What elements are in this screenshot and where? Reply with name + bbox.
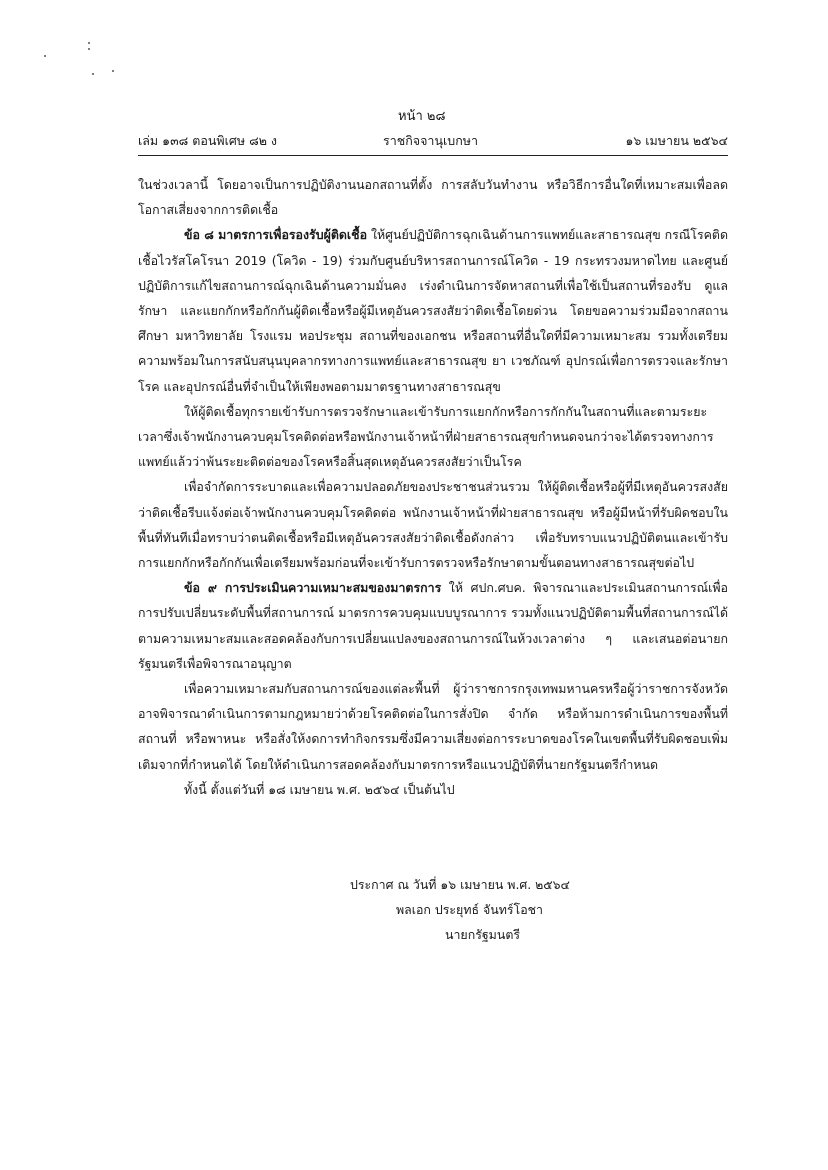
clause-8-text: ให้ศูนย์ปฏิบัติการฉุกเฉินด้านการแพทย์และสาธารณสุข กรณีโรคติดเชื้อไวรัสโคโรนา 2019 (โควิด - 19) ร่วมกับศูนย์บริหารสถานการณ์โควิด - 19 กระทรวงมหาดไทย และศูนย์ปฏิบัติการแก้ไขสถานการณ์ฉุกเฉินด้านความมั่นคง เร่งดำเนินการจัดหาสถานที่เพื่อใช้เป็นสถานที่รองรับ ดูแลรักษา และแยกกักหรือกักกันผู้ติดเชื้อหรือผู้มีเหตุอันควรสงสัยว่าติดเชื้อโดยด่วน โดยขอความร่วมมือจากสถานศึกษา มหาวิทยาลัย โรงแรม หอประชุม สถานที่ของเอกชน หรือสถานที่อื่นใดที่มีความเหมาะสม รวมทั้งเตรียมความพร้อมในการสนับสนุนบุคลากรทางการแพทย์และสาธารณสุข ยา เวชภัณฑ์ อุปกรณ์เพื่อการตรวจและรักษาโรค และอุปกรณ์อื่นที่จำเป็นให้เพียงพอตามมาตรฐานทางสาธารณสุข	[138, 227, 728, 394]
clause-9-text: ให้ ศปก.ศบค. พิจารณาและประเมินสถานการณ์เพื่อการปรับเปลี่ยนระดับพื้นที่สถานการณ์ มาตรการควบคุมแบบบูรณาการ รวมทั้งแนวปฏิบัติตามพื้นที่สถานการณ์ได้ตามความเหมาะสมและสอดคล้องกับการเปลี่ยนแปลงของสถานการณ์ในห้วงเวลาต่าง ๆ และเสนอต่อนายกรัฐมนตรีเพื่อพิจารณาอนุญาต	[138, 580, 729, 671]
scan-speck	[112, 70, 114, 72]
scan-speck	[92, 73, 94, 75]
paragraph-governors: เพื่อความเหมาะสมกับสถานการณ์ของแต่ละพื้นที่ ผู้ว่าราชการกรุงเทพมหานครหรือผู้ว่าราชการจังหวัดอาจพิจารณาดำเนินการตามกฎหมายว่าด้วยโรคติดต่อในการสั่งปิด จำกัด หรือห้ามการดำเนินการของพื้นที่ สถานที่ หรือพาหนะ หรือสั่งให้งดการทำกิจกรรมซึ่งมีความเสี่ยงต่อการระบาดของโรคในเขตพื้นที่รับผิดชอบเพิ่มเติมจากที่กำหนดได้ โดยให้ดำเนินการสอดคล้องกับมาตรการหรือแนวปฏิบัติที่นายกรัฐมนตรีกำหนด	[138, 681, 728, 772]
signatory-position: นายกรัฐมนตรี	[445, 927, 521, 942]
signatory-name: พลเอก ประยุทธ์ จันทร์โอชา	[396, 902, 543, 917]
paragraph-continuation: ในช่วงเวลานี้ โดยอาจเป็นการปฏิบัติงานนอกสถานที่ตั้ง การสลับวันทำงาน หรือวิธีการอื่นใดที่เหมาะสมเพื่อลดโอกาสเสี่ยงจากการติดเชื้อ	[138, 177, 728, 218]
scan-speck	[44, 55, 46, 57]
paragraph-reporting: เพื่อจำกัดการระบาดและเพื่อความปลอดภัยของประชาชนส่วนรวม ให้ผู้ติดเชื้อหรือผู้ที่มีเหตุอันควรสงสัยว่าติดเชื้อรีบแจ้งต่อเจ้าพนักงานควบคุมโรคติดต่อ พนักงานเจ้าหน้าที่ฝ่ายสาธารณสุข หรือผู้มีหน้าที่รับผิดชอบในพื้นที่ทันทีเมื่อทราบว่าตนติดเชื้อหรือมีเหตุอันควรสงสัยว่าติดเชื้อดังกล่าว เพื่อรับทราบแนวปฏิบัติตนและเข้ารับการแยกกักหรือกักกันเพื่อเตรียมพร้อมก่อนที่จะเข้ารับการตรวจหรือรักษาตามขั้นตอนทางสาธารณสุขต่อไป	[138, 479, 728, 571]
gazette-title: ราชกิจจานุเบกษา	[383, 133, 479, 148]
paragraph-effective-date: ทั้งนี้ ตั้งแต่วันที่ ๑๘ เมษายน พ.ศ. ๒๕๖๔ เป็นต้นไป	[184, 781, 455, 797]
gazette-header	[138, 131, 728, 151]
volume-info: เล่ม ๑๓๘ ตอนพิเศษ ๘๒ ง	[138, 133, 278, 148]
header-divider	[138, 155, 728, 156]
scan-speck	[88, 48, 90, 50]
issue-date: ๑๖ เมษายน ๒๕๖๔	[625, 133, 728, 148]
document-body	[138, 172, 728, 802]
announcement-date: ประกาศ ณ วันที่ ๑๖ เมษายน พ.ศ. ๒๕๖๔	[350, 877, 570, 892]
scan-speck	[88, 42, 90, 44]
page-number: หน้า ๒๘	[398, 109, 446, 124]
signature-block	[350, 872, 570, 947]
clause-9	[138, 575, 728, 676]
paragraph-treatment: ให้ผู้ติดเชื้อทุกรายเข้ารับการตรวจรักษาและเข้ารับการแยกกักหรือการกักกันในสถานที่และตามระยะเวลาซึ่งเจ้าพนักงานควบคุมโรคติดต่อหรือพนักงานเจ้าหน้าที่ฝ่ายสาธารณสุขกำหนดจนกว่าจะได้ตรวจทางการแพทย์แล้วว่าพ้นระยะติดต่อของโรคหรือสิ้นสุดเหตุอันควรสงสัยว่าเป็นโรค	[138, 403, 714, 470]
clause-9-heading: ข้อ ๙ การประเมินความเหมาะสมของมาตรการ	[184, 580, 442, 596]
clause-8-heading: ข้อ ๘ มาตรการเพื่อรองรับผู้ติดเชื้อ	[184, 227, 368, 243]
clause-8	[138, 222, 728, 398]
